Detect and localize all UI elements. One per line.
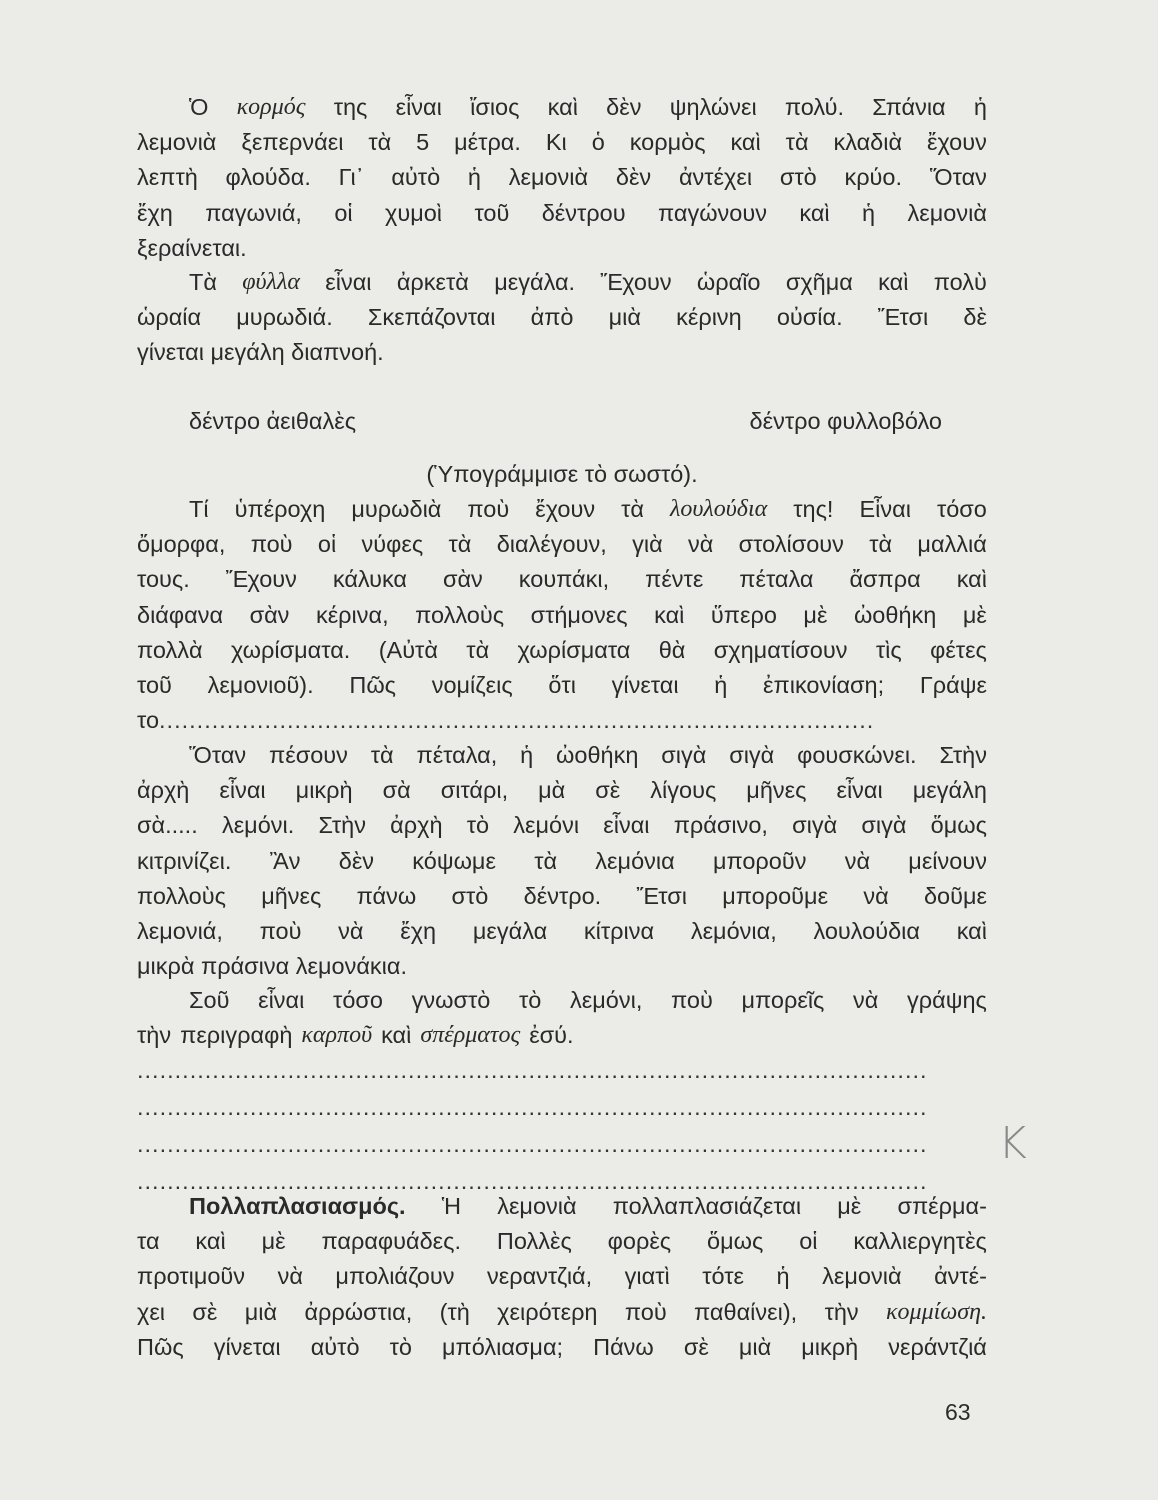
word: ἡ (973, 94, 987, 120)
word: Σοῦ (189, 987, 230, 1013)
word: λεπτὴ (137, 164, 198, 191)
word: λεμονιὰ (508, 164, 589, 191)
word: παγώνουν (657, 199, 767, 226)
word: οἱ (334, 199, 353, 226)
word: σὰ..... (137, 812, 198, 839)
choice-options (137, 404, 987, 439)
text-line (137, 598, 987, 633)
text-line (137, 335, 987, 370)
word: ἡ (714, 671, 728, 698)
text-line (137, 1259, 987, 1294)
word: στολίσουν (738, 531, 844, 558)
word: χει (137, 1298, 166, 1325)
word: λουλούδια (813, 917, 920, 944)
paragraph-leaves (137, 265, 987, 371)
word: αὐτὸ (310, 1333, 360, 1360)
paragraph-trunk (137, 90, 987, 266)
word: δέντρο. (523, 882, 602, 909)
word: τὰ (785, 129, 809, 156)
word: ἔχουν (535, 496, 596, 522)
word: μυρωδιὰ (351, 496, 442, 522)
word: τόσο (333, 987, 383, 1013)
word: πολλοὺς (415, 601, 505, 628)
text-line (137, 1018, 987, 1053)
word: καὶ (956, 917, 987, 944)
word: ἔχουν (927, 129, 987, 156)
text-line (137, 1224, 987, 1259)
word: λίγους (650, 777, 717, 804)
text-line (137, 160, 987, 195)
choice-evergreen: δέντρο ἀειθαλὲς (189, 408, 357, 434)
word: ὑπέροχη (234, 496, 326, 522)
word: φέτες (930, 636, 987, 663)
word: Κι (545, 129, 567, 156)
choice-instruction: (Ὑπογράμμισε τὸ σωστό). (426, 461, 698, 487)
word: σὰν (249, 601, 290, 628)
word: σὲ (595, 777, 621, 804)
word: λεμονιὰ (822, 1263, 902, 1290)
word: Γράψε (919, 671, 987, 698)
word: τὰ (869, 531, 893, 558)
word: κέρινα, (315, 601, 389, 628)
word: τὰ (466, 636, 490, 663)
word: πολὺ (933, 269, 987, 295)
word: Τί (189, 496, 209, 522)
word: γιατὶ (624, 1263, 670, 1290)
word: σιγὰ (729, 742, 775, 768)
text-line (137, 1189, 987, 1224)
word: κομμίωση. (886, 1298, 987, 1325)
word: στὸ (451, 882, 489, 909)
word: ὠοθήκη (556, 742, 639, 768)
text-line (137, 1330, 987, 1365)
word: καλλιεργητὲς (853, 1228, 987, 1255)
word: σιγὰ (792, 812, 838, 839)
word: μεγάλη (912, 777, 987, 804)
word: ἡ (862, 199, 876, 226)
word: ἐπικονίαση; (763, 671, 885, 698)
word: μιὰ (608, 304, 641, 331)
word: γιὰ (632, 531, 663, 558)
answer-lines (137, 1052, 987, 1200)
word: πολλὰ (137, 636, 203, 663)
paragraph-flowers (137, 492, 987, 738)
text-line (137, 703, 987, 738)
word: δέντρου (541, 199, 626, 226)
word: ὡραῖο (696, 269, 761, 295)
paragraph-propagation (137, 1189, 987, 1365)
word: ἀντέχει (678, 164, 753, 191)
text-line (137, 879, 987, 914)
line-text: ξεραίνεται. (137, 234, 247, 261)
word: μείνουν (908, 847, 987, 874)
word: ἀρκετὰ (396, 269, 469, 295)
word: ἐσύ. (529, 1022, 574, 1049)
word: τους. (137, 566, 190, 593)
word: γίνεται (611, 671, 679, 698)
word: ὅτι (548, 671, 576, 698)
word: τὰ (534, 847, 558, 874)
word: φύλλα (242, 269, 300, 295)
word: καὶ (956, 566, 987, 593)
word: μπολιάζουν (335, 1263, 455, 1290)
word: σιτάρι, (440, 777, 509, 804)
word: νομίζεις (431, 671, 513, 698)
word: κάλυκα (332, 566, 407, 593)
word: τοῦ (137, 671, 172, 698)
word: τὴν (137, 1022, 172, 1049)
word: της (333, 94, 368, 120)
word: ὄμορφα, (137, 531, 226, 558)
word: στήμονες (530, 601, 628, 628)
word: λεμόνια, (690, 917, 777, 944)
word: χωρίσματα (517, 636, 631, 663)
word: Πῶς (137, 1333, 184, 1360)
answer-line[interactable] (137, 1052, 987, 1089)
word: λεμονιά, (137, 917, 223, 944)
word: ὅμως (707, 1228, 764, 1255)
word: μῆνες (746, 777, 807, 804)
word: μαλλιά (917, 531, 987, 558)
word: χυμοὶ (385, 199, 443, 226)
word: Ἔτσι (636, 882, 687, 909)
word: τότε (702, 1263, 745, 1290)
word: (τὴ (439, 1298, 470, 1325)
word: γράψης (907, 987, 987, 1013)
word: τὰ (370, 742, 394, 768)
word: νὰ (863, 882, 889, 909)
word: Πῶς (349, 671, 396, 698)
word: (Αὐτὰ (378, 636, 438, 663)
word: Ὅταν (929, 164, 987, 191)
line-text: το (137, 707, 160, 734)
word: οὐσία. (776, 304, 843, 331)
word: εἶναι (603, 812, 650, 839)
line-text: γίνεται μεγάλη διαπνοή. (137, 339, 384, 366)
word: σιγὰ (861, 812, 907, 839)
word: σὲ (192, 1298, 218, 1325)
word: Πολλαπλασιασμός. (189, 1193, 406, 1219)
word: Στὴν (318, 812, 366, 839)
word: νὰ (853, 987, 879, 1013)
word: μὲ (837, 1193, 862, 1219)
word: κουπάκι, (518, 566, 610, 593)
answer-dots: ............................................................................................... (159, 707, 875, 734)
word: ἔχη (137, 199, 173, 226)
text-line (137, 231, 987, 266)
text-line (137, 492, 987, 527)
word: Πάνω (593, 1333, 654, 1360)
word: Γι᾽ (338, 164, 364, 191)
text-line (137, 265, 987, 300)
answer-dots: ......................................................................................................... (137, 1057, 928, 1083)
word: λεμόνι. (221, 812, 295, 839)
word: μπόλιασμα; (441, 1333, 564, 1360)
word: ἀπὸ (530, 304, 574, 331)
word: τὰ (448, 531, 472, 558)
word: σὰν (442, 566, 483, 593)
word: δοῦμε (923, 882, 987, 909)
word: καὶ (381, 1022, 412, 1049)
word: καὶ (799, 199, 830, 226)
word: δὲ (963, 304, 987, 331)
word: τοῦ (474, 199, 510, 226)
word: πολλαπλασιάζεται (612, 1193, 802, 1219)
word: νύφες (361, 531, 424, 558)
word: νὰ (844, 847, 871, 874)
text-line (137, 914, 987, 949)
word: κίτρινα (583, 917, 655, 944)
word: καὶ (730, 129, 761, 156)
word: εἶναι (395, 94, 442, 120)
word: τὴν (824, 1298, 859, 1325)
text-line (137, 300, 987, 335)
word: ὁ (591, 129, 605, 156)
word: ξεπερνάει (241, 129, 344, 156)
word: πέντε (645, 566, 704, 593)
word: 5 (416, 129, 430, 156)
word: ἀρχὴ (390, 812, 443, 839)
text-line (137, 457, 987, 492)
paragraph-fruit (137, 738, 987, 984)
word: εἶναι (325, 269, 372, 295)
word: Ὅταν (189, 742, 247, 768)
answer-line[interactable] (137, 1089, 987, 1126)
word: πράσινο, (673, 812, 768, 839)
word: κιτρινίζει. (137, 847, 232, 874)
word: χειρότερη (497, 1298, 598, 1325)
word: παθαίνει), (694, 1298, 798, 1325)
word: ὡραία (137, 304, 202, 331)
text-line (137, 90, 987, 125)
word: Ἔχουν (600, 269, 672, 295)
word: λεμονιὰ (137, 129, 217, 156)
word: λεμονιὰ (907, 199, 987, 226)
word: σιγὰ (661, 742, 707, 768)
word: μὰ (538, 777, 566, 804)
word: ὕπερο (710, 601, 777, 628)
word: μὲ (962, 601, 987, 628)
word: μικρὴ (295, 777, 353, 804)
word: περιγραφὴ (180, 1022, 293, 1049)
answer-dots: ......................................................................................................... (137, 1094, 928, 1120)
word: καρποῦ (301, 1022, 373, 1049)
text-line (137, 949, 987, 984)
text-line (137, 527, 987, 562)
word: κορμός (236, 94, 306, 120)
word: πέσουν (269, 742, 348, 768)
word: σὲ (683, 1333, 709, 1360)
word: εἶναι (258, 987, 305, 1013)
word: θὰ (658, 636, 686, 663)
word: προτιμοῦν (137, 1263, 246, 1290)
word: μὲ (803, 601, 828, 628)
word: Ἔχουν (225, 566, 297, 593)
word: τὸ (519, 987, 542, 1013)
word: σπέρμα- (897, 1193, 987, 1219)
word: οἱ (799, 1228, 818, 1255)
word: νεράντζιά (888, 1333, 987, 1360)
word: μυρωδιά. (236, 304, 333, 331)
word: της! (793, 496, 834, 522)
word: πολύ. (784, 94, 844, 120)
word: καὶ (654, 601, 685, 628)
word: κρύο. (844, 164, 903, 191)
word: χωρίσματα. (230, 636, 351, 663)
word: μὲ (261, 1228, 286, 1255)
word: σχῆμα (785, 269, 853, 295)
word: Σπάνια (872, 94, 946, 120)
answer-dots: ......................................................................................................... (137, 1131, 928, 1157)
line-text: μικρὰ πράσινα λεμονάκια. (137, 953, 408, 980)
word: φλούδα. (225, 164, 311, 191)
text-line (137, 983, 987, 1018)
word: μιὰ (244, 1298, 278, 1325)
word: κορμὸς (629, 129, 706, 156)
word: νὰ (338, 917, 364, 944)
word: ποὺ (467, 496, 510, 522)
word: τὸ (389, 1333, 412, 1360)
word: μιὰ (738, 1333, 772, 1360)
answer-line[interactable] (137, 1126, 987, 1163)
word: ἀρχὴ (137, 777, 190, 804)
word: γνωστὸ (411, 987, 491, 1013)
word: εἶναι (219, 777, 266, 804)
text-line (137, 668, 987, 703)
word: λεμόνι (513, 812, 580, 839)
word: μποροῦν (712, 847, 807, 874)
word: νὰ (277, 1263, 303, 1290)
word: ἡ (467, 164, 481, 191)
text-line (137, 1295, 987, 1330)
word: μπορεῖς (741, 987, 825, 1013)
word: δὲν (606, 94, 642, 120)
word: μεγάλα. (494, 269, 576, 295)
word: Τὰ (189, 269, 217, 295)
word: Στὴν (939, 742, 987, 768)
word: Εἶναι (859, 496, 911, 522)
word: δὲν (338, 847, 375, 874)
word: πέταλα (739, 566, 814, 593)
word: ἀντέ- (934, 1263, 987, 1290)
word: μῆνες (261, 882, 322, 909)
word: ποὺ (250, 531, 293, 558)
word: Πολλὲς (496, 1228, 572, 1255)
word: ἔχη (400, 917, 437, 944)
text-line (137, 125, 987, 160)
word: τὶς (875, 636, 902, 663)
word: σπέρματος (420, 1022, 521, 1049)
word: κλαδιὰ (833, 129, 903, 156)
choice-instruction-row (137, 457, 987, 492)
word: αὐτὸ (391, 164, 441, 191)
word: ἡ (520, 742, 534, 768)
word: στὸ (779, 164, 817, 191)
word: ποὺ (671, 987, 713, 1013)
word: φουσκώνει. (797, 742, 917, 768)
word: σχηματίσουν (713, 636, 848, 663)
word: διάφανα (137, 601, 224, 628)
text-line (137, 196, 987, 231)
word: παραφυάδες. (321, 1228, 461, 1255)
text-line (137, 773, 987, 808)
word: πάνω (356, 882, 417, 909)
text-line (137, 808, 987, 843)
word: κόψωμε (412, 847, 496, 874)
word: λεμονιοῦ). (207, 671, 314, 698)
word: νὰ (687, 531, 714, 558)
word: σὰ (382, 777, 411, 804)
word: δὲν (615, 164, 652, 191)
word: γίνεται (213, 1333, 281, 1360)
word: ποὺ (624, 1298, 667, 1325)
word: ἴσιος (470, 94, 520, 120)
word: Ἔτσι (877, 304, 929, 331)
word: φορὲς (607, 1228, 672, 1255)
word: Σκεπάζονται (367, 304, 496, 331)
word: καὶ (547, 94, 578, 120)
word: ψηλώνει (669, 94, 757, 120)
word: διαλέγουν, (496, 531, 607, 558)
paragraph-exercise (137, 983, 987, 1053)
word: πέταλα, (416, 742, 498, 768)
word: μέτρα. (454, 129, 521, 156)
word: καὶ (195, 1228, 226, 1255)
word: ὠοθήκη (853, 601, 937, 628)
word: λεμόνι, (570, 987, 643, 1013)
margin-mark: K (998, 1118, 1027, 1169)
word: μεγάλα (472, 917, 548, 944)
word: ἡ (776, 1263, 790, 1290)
word: ὅμως (930, 812, 987, 839)
word: Ἂν (269, 847, 301, 874)
word: ἄσπρα (849, 566, 921, 593)
word: μποροῦμε (722, 882, 829, 909)
word: οἱ (317, 531, 337, 558)
word: ἀρρώστια, (304, 1298, 413, 1325)
text-line (137, 562, 987, 597)
word: Ὁ (189, 94, 209, 120)
word: λεμόνια (595, 847, 675, 874)
word: καὶ (878, 269, 909, 295)
text-line (137, 844, 987, 879)
answer-dots: ......................................................................................................... (137, 1168, 928, 1194)
text-line (137, 633, 987, 668)
word: πολλοὺς (137, 882, 226, 909)
text-line (137, 738, 987, 773)
page-number: 63 (945, 1399, 971, 1425)
word: μικρὴ (801, 1333, 859, 1360)
word: τόσο (936, 496, 987, 522)
word: τὰ (368, 129, 392, 156)
word: λουλούδια (669, 496, 768, 522)
word: νεραντζιά, (487, 1263, 593, 1290)
word: παγωνιά, (205, 199, 302, 226)
choice-deciduous: δέντρο φυλλοβόλο (749, 408, 942, 434)
word: τα (137, 1228, 160, 1255)
word: ποὺ (259, 917, 302, 944)
choice-row (137, 404, 987, 439)
word: εἶναι (836, 777, 883, 804)
word: λεμονιὰ (497, 1193, 577, 1219)
word: τὰ (621, 496, 644, 522)
word: τὸ (466, 812, 490, 839)
word: κέρινη (676, 304, 742, 331)
word: Ἡ (441, 1193, 462, 1219)
